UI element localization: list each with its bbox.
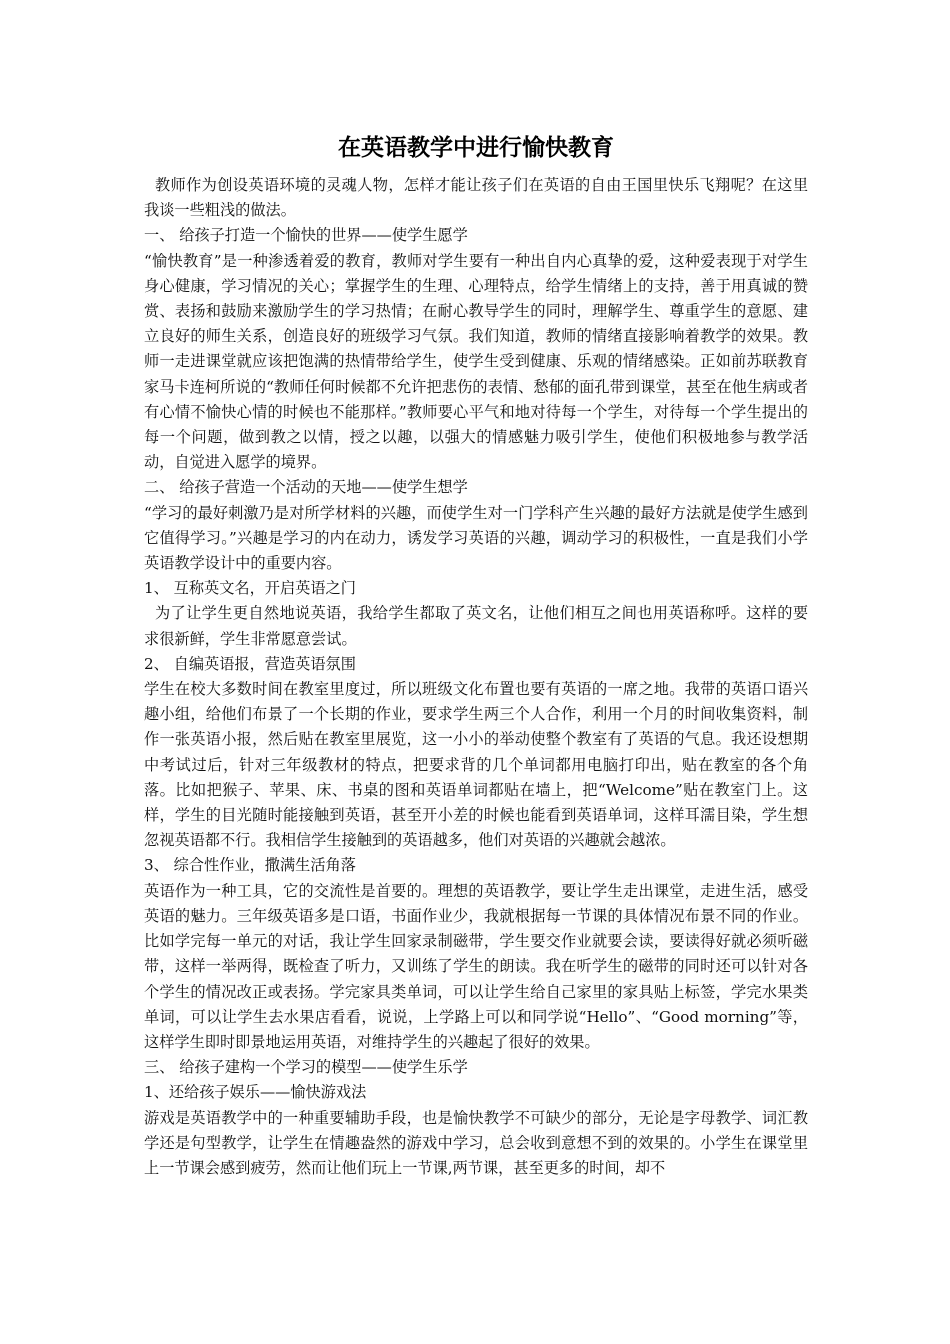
body-paragraph: 游戏是英语教学中的一种重要辅助手段，也是愉快教学不可缺少的部分，无论是字母教学、词汇教学还是句型教学，让学生在情趣盎然的游戏中学习，总会收到意想不到的效果的。小学生在课堂里上一节课会感到疲劳，然而让他们玩上一节课,两节课，甚至更多的时间，却不 xyxy=(144,1108,808,1177)
section-heading-3: 三、 给孩子建构一个学习的模型——使学生乐学 xyxy=(144,1058,468,1077)
document-title: 在英语教学中进行愉快教育 xyxy=(338,134,614,161)
subsection-heading-1: 1、 互称英文名，开启英语之门 xyxy=(144,579,356,598)
body-paragraph: 英语作为一种工具，它的交流性是首要的。理想的英语教学，要让学生走出课堂，走进生活，感受英语的魅力。三年级英语多是口语，书面作业少，我就根据每一节课的具体情况布景不同的作业。比如学完每一单元的对话，我让学生回家录制磁带，学生要交作业就要会读，要读得好就必须听磁带，这样一举两得，既检查了听力，又训练了学生的朗读。我在听学生的磁带的同时还可以针对各个学生的情况改正或表扬。学完家具类单词，可以让学生给自己家里的家具贴上标签，学完水果类单词，可以让学生去水果店看看，说说，上学路上可以和同学说“Hello”、“Good morning”等，这样学生即时即景地运用英语，对维持学生的兴趣起了很好的效果。 xyxy=(144,881,808,1051)
body-paragraph: 学生在校大多数时间在教室里度过，所以班级文化布置也要有英语的一席之地。我带的英语口语兴趣小组，给他们布景了一个长期的作业，要求学生两三个人合作，利用一个月的时间收集资料，制作一张英语小报，然后贴在教室里展览，这一小小的举动使整个教室有了英语的气息。我还设想期中考试过后，针对三年级教材的特点，把要求背的几个单词都用电脑打印出，贴在教室的各个角落。比如把猴子、苹果、床、书桌的图和英语单词都贴在墙上，把“Welcome”贴在教室门上。这样，学生的目光随时能接触到英语，甚至开小差的时候也能看到英语单词，这样耳濡目染，学生想忽视英语都不行。我相信学生接触到的英语越多，他们对英语的兴趣就会越浓。 xyxy=(144,680,808,850)
intro-paragraph: 教师作为创设英语环境的灵魂人物，怎样才能让孩子们在英语的自由王国里快乐飞翔呢？在这里我谈一些粗浅的做法。 xyxy=(144,176,808,220)
section-heading-2: 二、 给孩子营造一个活动的天地——使学生想学 xyxy=(144,478,468,497)
body-paragraph: “学习的最好刺激乃是对所学材料的兴趣，而使学生对一门学科产生兴趣的最好方法就是使学生感到它值得学习。”兴趣是学习的内在动力，诱发学习英语的兴趣，调动学习的积极性，一直是我们小学英语教学设计中的重要内容。 xyxy=(144,503,808,573)
subsection-heading-3: 3、 综合性作业，撒满生活角落 xyxy=(144,856,356,875)
section-heading-1: 一、 给孩子打造一个愉快的世界——使学生愿学 xyxy=(144,226,468,245)
body-paragraph: “愉快教育”是一种渗透着爱的教育，教师对学生要有一种出自内心真挚的爱，这种爱表现于对学生身心健康，学习情况的关心；掌握学生的生理、心理特点，给学生情绪上的支持，善于用真诚的赞赏、表扬和鼓励来激励学生的学习热情；在耐心教导学生的同时，理解学生、尊重学生的意愿、建立良好的师生关系，创造良好的班级学习气氛。我们知道，教师的情绪直接影响着教学的效果。教师一走进课堂就应该把饱满的热情带给学生，使学生受到健康、乐观的情绪感染。正如前苏联教育家马卡连柯所说的“教师任何时候都不允许把悲伤的表情、愁郁的面孔带到课堂，甚至在他生病或者有心情不愉快心情的时候也不能那样。”教师要心平气和地对待每一个学生，对待每一个学生提出的每一个问题，做到教之以情，授之以趣，以强大的情感魅力吸引学生，使他们积极地参与教学活动，自觉进入愿学的境界。 xyxy=(144,251,808,472)
subsection-heading-4: 1、还给孩子娱乐——愉快游戏法 xyxy=(144,1083,367,1102)
document-body xyxy=(144,128,808,1181)
subsection-heading-2: 2、 自编英语报，营造英语氛围 xyxy=(144,654,356,673)
body-paragraph: 为了让学生更自然地说英语，我给学生都取了英文名，让他们相互之间也用英语称呼。这样的要求很新鲜，学生非常愿意尝试。 xyxy=(144,604,808,648)
